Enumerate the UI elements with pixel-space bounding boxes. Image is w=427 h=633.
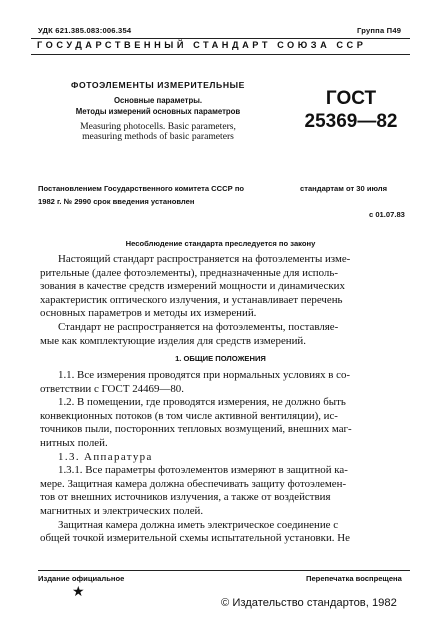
header-rule-top [31,38,410,39]
intro-line: Настоящий стандарт распространяется на фотоэлементы изме- [58,253,351,265]
clause-line: Защитная камера должна иметь электрическое соединение с [58,518,339,531]
gost-label: ГОСТ [325,88,377,109]
copyright-notice: © Издательство стандартов, 1982 [221,597,397,609]
intro-line: рительные (далее фотоэлементы), предназначенные для исполь- [40,266,338,279]
clause-line: 1.1. Все измерения проводятся при нормальных условиях в со- [58,369,351,381]
star-icon: ★ [72,584,85,600]
clause-line: нитных полей. [40,436,108,449]
section-1-body [40,369,401,546]
official-edition: Издание официальное [38,574,125,583]
clause-line: точников пыли, посторонних тепловых возмущений, внешних маг- [40,423,352,436]
group-code: Группа П49 [357,26,402,35]
state-standard-title: ГОСУДАРСТВЕННЫЙ СТАНДАРТ СОЮЗА ССР [37,40,367,50]
clause-line: конвекционных потоков (в том числе активной вентиляции), ис- [40,409,338,422]
effective-date: с 01.07.83 [369,210,405,219]
document-subtitle-2: Методы измерений основных параметров [75,107,241,116]
section-1-title: 1. ОБЩИЕ ПОЛОЖЕНИЯ [175,354,266,363]
intro-line: зования в качестве средств измерений мощности и динамических [40,280,345,293]
clause-line: ответствии с ГОСТ 24469—80. [40,382,184,395]
header-rule-bottom [31,54,410,55]
footer-rule [38,570,410,571]
clause-line: магнитных и электрических полей. [40,504,204,517]
document-title: ФОТОЭЛЕМЕНТЫ ИЗМЕРИТЕЛЬНЫЕ [71,80,245,90]
english-title-1: Measuring photocells. Basic parameters, [80,121,236,132]
reprint-notice: Перепечатка воспрещена [306,574,402,583]
document-title-block [38,80,278,141]
clause-line: 1.3.1. Все параметры фотоэлементов измеряют в защитной ка- [58,464,348,477]
clause-line: общей точкой измерительной схемы испытательной установки. Не [40,532,350,545]
law-notice: Несоблюдение стандарта преследуется по закону [125,239,316,248]
intro-line: характеристик оптического излучения, и устанавливает перечень [40,293,343,306]
intro-line: основных параметров и методы их измерений. [40,307,257,320]
gost-number: 25369—82 [304,111,398,132]
clause-line: мере. Защитная камера должна обеспечивать защиту фотоэлемен- [40,477,347,490]
clause-line: тов от внешних источников излучения, а также от воздействия [40,491,331,504]
decree-line-1-left: Постановлением Государственного комитета СССР по [38,184,245,193]
intro-paragraph [40,253,401,348]
english-title-2: measuring methods of basic parameters [82,130,234,142]
udk-code: УДК 621.385.083:006.354 [38,26,132,35]
decree-line-1-right: стандартам от 30 июля [300,184,388,193]
intro-line: мые как комплектующие изделия для средств измерений. [40,334,306,347]
intro-line: Стандарт не распространяется на фотоэлементы, поставляе- [58,320,339,333]
clause-1-3-heading: 1.3. Аппаратура [58,450,153,463]
clause-line: 1.2. В помещении, где проводятся измерения, не должно быть [58,396,346,409]
decree-line-2: 1982 г. № 2990 срок введения установлен [38,197,195,206]
document-subtitle-1: Основные параметры. [113,96,203,105]
